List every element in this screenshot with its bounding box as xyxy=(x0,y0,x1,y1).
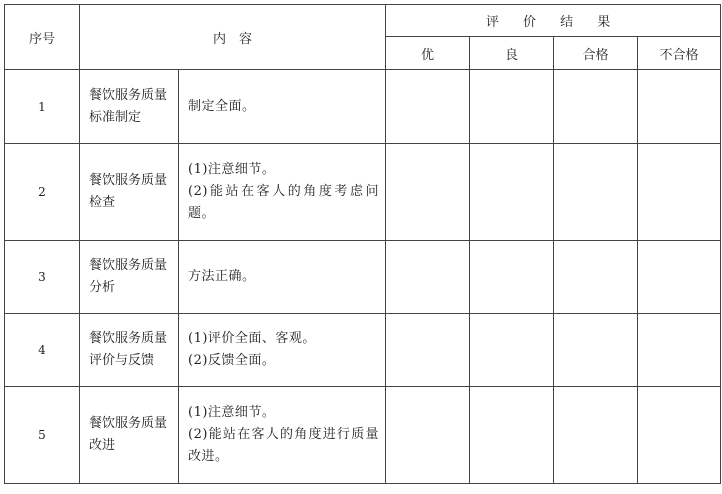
evaluation-table xyxy=(4,4,721,484)
row-item: 餐饮服务质量分析 xyxy=(80,241,179,314)
row-content xyxy=(179,314,386,387)
table-row xyxy=(5,70,721,144)
grade-cell-good[interactable] xyxy=(470,144,554,241)
grade-cell-pass[interactable] xyxy=(554,241,638,314)
content-line: (2)能站在客人的角度考虑问题。 xyxy=(188,184,380,221)
header-grade-excellent: 优 xyxy=(386,37,470,70)
header-content: 内 容 xyxy=(80,5,386,70)
content-line: 制定全面。 xyxy=(188,98,256,114)
table-row xyxy=(5,387,721,484)
row-number: 2 xyxy=(5,144,80,241)
grade-cell-good[interactable] xyxy=(470,241,554,314)
content-line: (2)能站在客人的角度进行质量改进。 xyxy=(188,427,380,464)
grade-cell-excellent[interactable] xyxy=(386,70,470,144)
content-line: (1)注意细节。 xyxy=(188,162,276,177)
row-number: 5 xyxy=(5,387,80,484)
grade-cell-excellent[interactable] xyxy=(386,387,470,484)
content-line: (1)注意细节。 xyxy=(188,405,276,420)
row-content xyxy=(179,144,386,241)
grade-cell-fail[interactable] xyxy=(638,241,721,314)
content-line: (1)评价全面、客观。 xyxy=(188,331,316,346)
header-grade-pass: 合格 xyxy=(554,37,638,70)
grade-cell-pass[interactable] xyxy=(554,387,638,484)
header-result: 评 价 结 果 xyxy=(386,5,721,37)
grade-cell-fail[interactable] xyxy=(638,387,721,484)
grade-cell-pass[interactable] xyxy=(554,70,638,144)
row-item: 餐饮服务质量检查 xyxy=(80,144,179,241)
row-number: 1 xyxy=(5,70,80,144)
content-line: 方法正确。 xyxy=(188,269,256,284)
header-grade-good: 良 xyxy=(470,37,554,70)
grade-cell-good[interactable] xyxy=(470,70,554,144)
grade-cell-good[interactable] xyxy=(470,314,554,387)
grade-cell-pass[interactable] xyxy=(554,314,638,387)
grade-cell-fail[interactable] xyxy=(638,314,721,387)
table-row xyxy=(5,241,721,314)
grade-cell-excellent[interactable] xyxy=(386,241,470,314)
content-line: (2)反馈全面。 xyxy=(188,353,276,368)
row-item: 餐饮服务质量标准制定 xyxy=(80,70,179,144)
grade-cell-fail[interactable] xyxy=(638,144,721,241)
row-content xyxy=(179,70,386,144)
grade-cell-excellent[interactable] xyxy=(386,314,470,387)
row-item: 餐饮服务质量改进 xyxy=(80,387,179,484)
row-number: 3 xyxy=(5,241,80,314)
grade-cell-fail[interactable] xyxy=(638,70,721,144)
row-content xyxy=(179,387,386,484)
table-row xyxy=(5,314,721,387)
header-seq: 序号 xyxy=(5,5,80,70)
row-content xyxy=(179,241,386,314)
row-number: 4 xyxy=(5,314,80,387)
grade-cell-pass[interactable] xyxy=(554,144,638,241)
header-grade-fail: 不合格 xyxy=(638,37,721,70)
table-row xyxy=(5,144,721,241)
grade-cell-excellent[interactable] xyxy=(386,144,470,241)
grade-cell-good[interactable] xyxy=(470,387,554,484)
row-item: 餐饮服务质量评价与反馈 xyxy=(80,314,179,387)
